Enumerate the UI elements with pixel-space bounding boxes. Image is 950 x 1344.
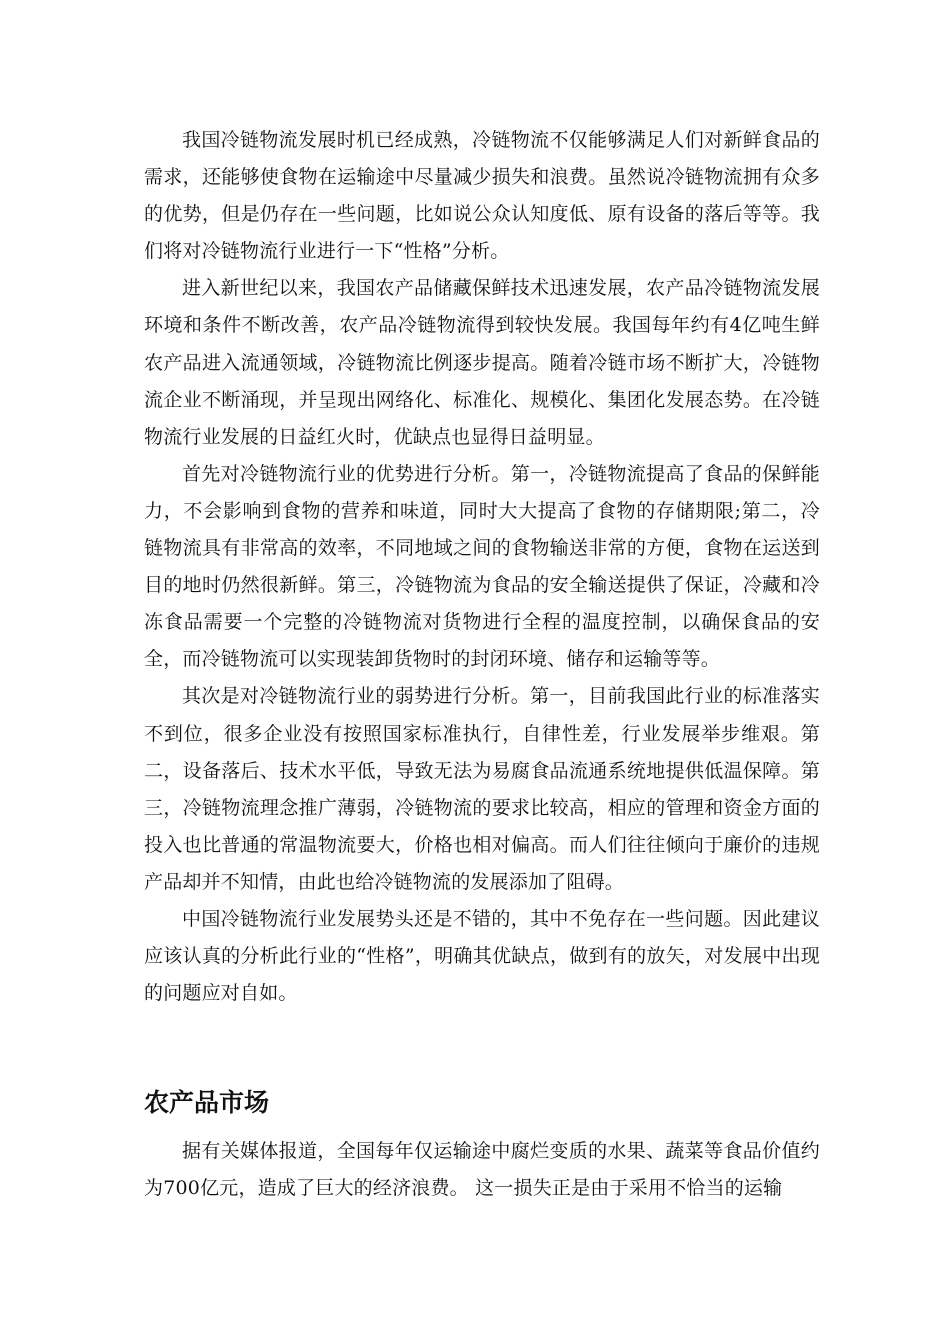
paragraph-intro: 我国冷链物流发展时机已经成熟，冷链物流不仅能够满足人们对新鲜食品的需求，还能够使食物在运输途中尽量减少损失和浪费。虽然说冷链物流拥有众多的优势，但是仍存在一些问题，比如说公众认知度低、原有设备的落后等等。我们将对冷链物流行业进行一下“性格”分析。: [144, 129, 820, 263]
paragraph-advantages: 首先对冷链物流行业的优势进行分析。第一，冷链物流提高了食品的保鲜能力，不会影响到食物的营养和味道，同时大大提高了食物的存储期限;第二，冷链物流具有非常高的效率，不同地域之间的食物输送非常的方便，食物在运送到目的地时仍然很新鲜。第三，冷链物流为食品的安全输送提供了保证，冷藏和冷冻食品需要一个完整的冷链物流对货物进行全程的温度控制，以确保食品的安全，而冷链物流可以实现装卸货物时的封闭环境、储存和运输等等。: [144, 462, 820, 671]
body-text: [144, 122, 820, 1012]
paragraph-development: 进入新世纪以来，我国农产品储藏保鲜技术迅速发展，农产品冷链物流发展环境和条件不断改善，农产品冷链物流得到较快发展。我国每年约有4亿吨生鲜农产品进入流通领域，冷链物流比例逐步提高。随着冷链市场不断扩大，冷链物流企业不断涌现，并呈现出网络化、标准化、规模化、集团化发展态势。在冷链物流行业发展的日益红火时，优缺点也显得日益明显。: [144, 277, 820, 448]
section-heading: 农产品市场: [144, 1088, 270, 1117]
paragraph-conclusion: 中国冷链物流行业发展势头还是不错的，其中不免存在一些问题。因此建议应该认真的分析此行业的“性格”，明确其优缺点，做到有的放矢，对发展中出现的问题应对自如。: [144, 907, 820, 1005]
section-body-text: [144, 1133, 820, 1207]
paragraph-market: 据有关媒体报道，全国每年仅运输途中腐烂变质的水果、蔬菜等食品价值约为700亿元，造成了巨大的经济浪费。 这一损失正是由于采用不恰当的运输: [144, 1140, 820, 1200]
paragraph-weaknesses: 其次是对冷链物流行业的弱势进行分析。第一，目前我国此行业的标准落实不到位，很多企业没有按照国家标准执行，自律性差，行业发展举步维艰。第二，设备落后、技术水平低，导致无法为易腐食品流通系统地提供低温保障。第三，冷链物流理念推广薄弱，冷链物流的要求比较高，相应的管理和资金方面的投入也比普通的常温物流要大，价格也相对偏高。而人们往往倾向于廉价的违规产品却并不知情，由此也给冷链物流的发展添加了阻碍。: [144, 685, 820, 893]
